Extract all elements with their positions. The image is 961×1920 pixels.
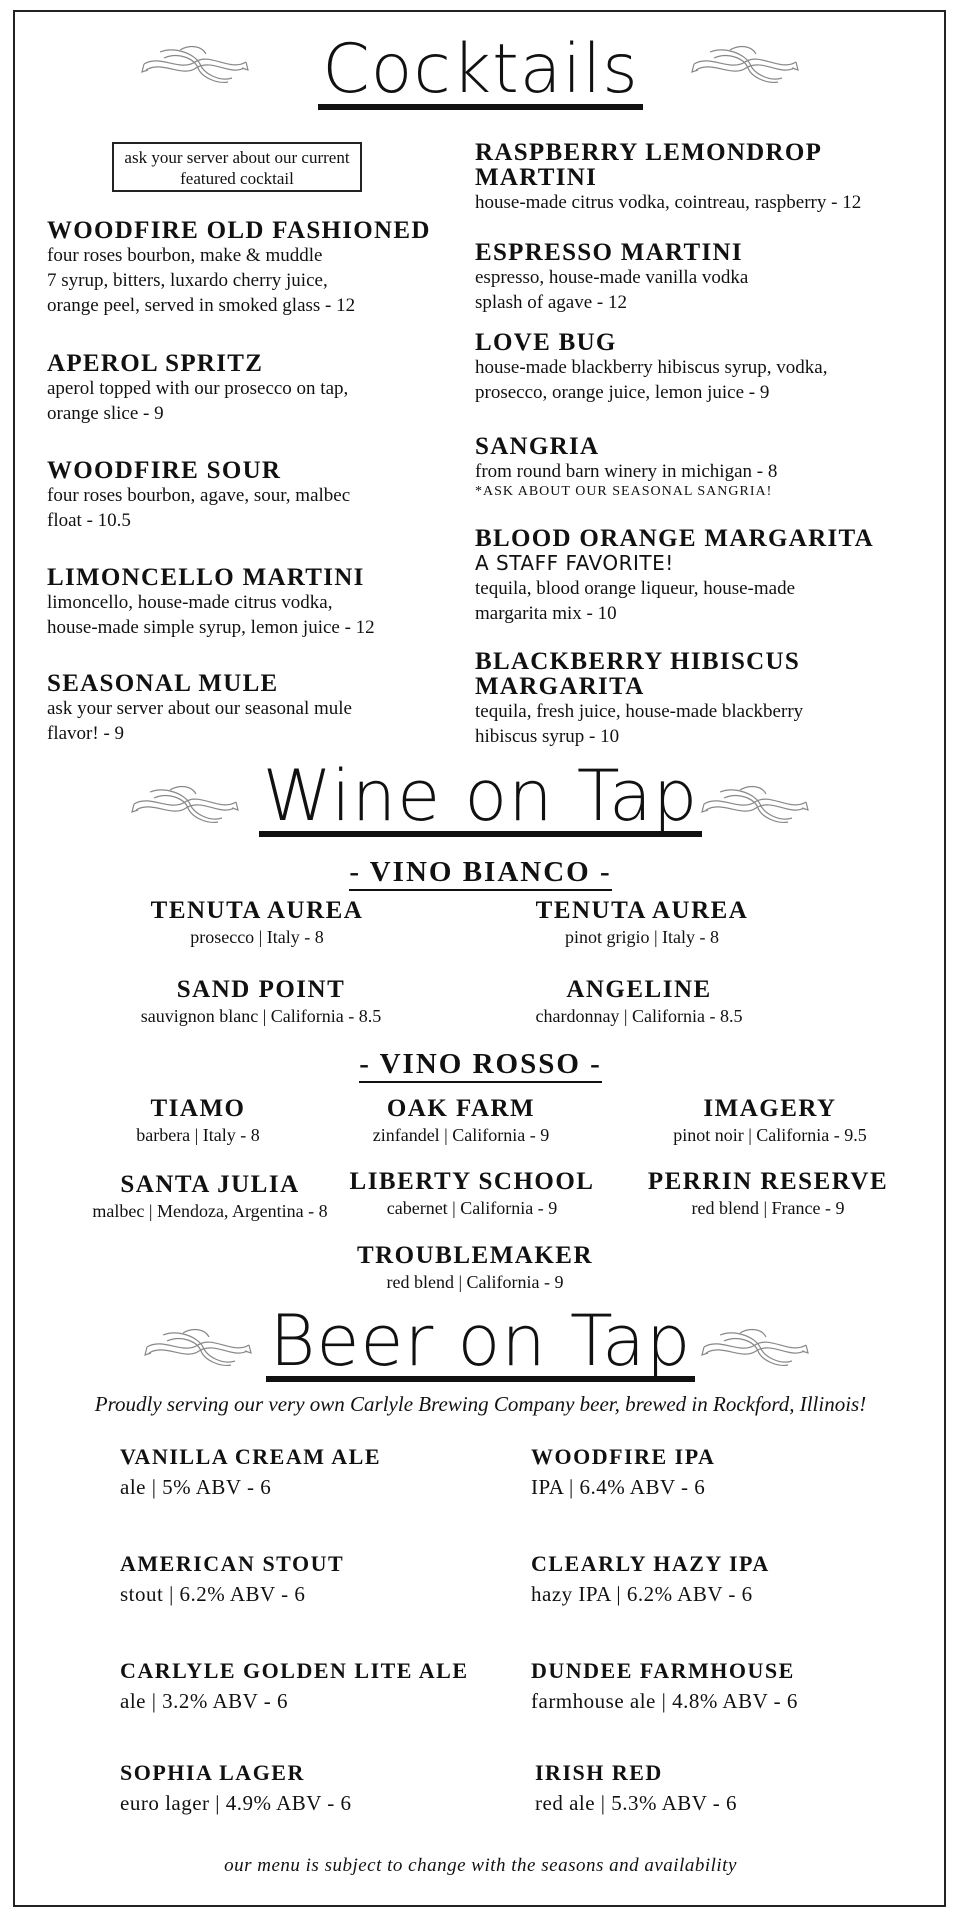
- wine-item: [315, 1242, 635, 1294]
- vino-rosso-header: - VINO ROSSO -: [0, 1048, 961, 1081]
- cocktail-desc: tequila, blood orange liqueur, house-made: [475, 578, 796, 599]
- wine-name: TROUBLEMAKER: [356, 1242, 594, 1269]
- cocktail-desc: aperol topped with our prosecco on tap,: [47, 378, 349, 399]
- wine-name: ANGELINE: [566, 976, 712, 1003]
- ribbon-scroll-ornament-icon: [143, 1325, 253, 1371]
- cocktail-item: [47, 458, 350, 533]
- beer-name: AMERICAN STOUT: [120, 1551, 345, 1576]
- cocktail-item: [475, 330, 827, 405]
- cocktail-desc: orange peel, served in smoked glass - 12: [47, 295, 356, 316]
- beer-tagline: Proudly serving our very own Carlyle Brewing Company beer, brewed in Rockford, Illinois!: [94, 1392, 867, 1416]
- cocktail-name: BLOOD ORANGE MARGARITA: [475, 525, 874, 552]
- cocktail-desc: ask your server about our seasonal mule: [47, 698, 352, 719]
- cocktail-name: SANGRIA: [475, 433, 600, 460]
- wine-desc: malbec | Mendoza, Argentina - 8: [92, 1201, 328, 1221]
- cocktail-name: WOODFIRE SOUR: [47, 457, 282, 484]
- wine-name: OAK FARM: [386, 1095, 536, 1122]
- beer-name: WOODFIRE IPA: [531, 1444, 716, 1469]
- beer-name: CARLYLE GOLDEN LITE ALE: [120, 1658, 469, 1683]
- wine-desc: red blend | California - 9: [386, 1272, 564, 1292]
- wine-name: SANTA JULIA: [120, 1171, 300, 1198]
- beer-name: DUNDEE FARMHOUSE: [531, 1658, 795, 1683]
- cocktail-item: [475, 649, 803, 749]
- menu-footer-note: our menu is subject to change with the seasons and availability: [224, 1855, 737, 1876]
- wine-desc: zinfandel | California - 9: [372, 1125, 550, 1145]
- cocktail-desc: margarita mix - 10: [475, 603, 617, 624]
- wine-name: TIAMO: [150, 1095, 246, 1122]
- wine-desc: cabernet | California - 9: [386, 1198, 558, 1218]
- beer-desc: ale | 5% ABV - 6: [120, 1475, 272, 1499]
- cocktail-desc: house-made simple syrup, lemon juice - 12: [47, 617, 375, 638]
- beer-name: IRISH RED: [535, 1760, 663, 1785]
- ribbon-scroll-ornament-icon: [140, 42, 250, 88]
- wine-name: SAND POINT: [176, 976, 346, 1003]
- cocktail-desc: house-made blackberry hibiscus syrup, vodka,: [475, 357, 828, 378]
- ribbon-scroll-ornament-icon: [130, 782, 240, 828]
- cocktail-name: LOVE BUG: [475, 329, 617, 356]
- cocktail-name: LIMONCELLO MARTINI: [47, 564, 365, 591]
- cocktail-name: MARTINI: [475, 164, 598, 191]
- cocktail-item: [47, 218, 431, 318]
- cocktail-desc: tequila, fresh juice, house-made blackberry: [475, 701, 804, 722]
- cocktail-name: BLACKBERRY HIBISCUS: [475, 648, 801, 675]
- beer-desc: farmhouse ale | 4.8% ABV - 6: [531, 1689, 798, 1713]
- cocktail-name: SEASONAL MULE: [47, 670, 279, 697]
- wine-desc: red blend | France - 9: [691, 1198, 845, 1218]
- cocktail-desc: splash of agave - 12: [475, 292, 627, 313]
- wine-item: [101, 976, 421, 1028]
- cocktail-name: WOODFIRE OLD FASHIONED: [47, 217, 431, 244]
- beer-item: [120, 1759, 352, 1819]
- wine-name: IMAGERY: [703, 1095, 837, 1122]
- ribbon-scroll-ornament-icon: [700, 1325, 810, 1371]
- beer-desc: hazy IPA | 6.2% ABV - 6: [531, 1582, 753, 1606]
- beer-name: CLEARLY HAZY IPA: [531, 1551, 770, 1576]
- cocktail-desc: limoncello, house-made citrus vodka,: [47, 592, 333, 613]
- beer-desc: stout | 6.2% ABV - 6: [120, 1582, 306, 1606]
- cocktail-desc: four roses bourbon, make & muddle: [47, 245, 323, 266]
- cocktail-name: APEROL SPRITZ: [47, 350, 264, 377]
- wine-title: Wine on Tap: [0, 755, 961, 837]
- beer-item: [531, 1550, 770, 1610]
- beer-title: Beer on Tap: [0, 1300, 961, 1382]
- beer-desc: ale | 3.2% ABV - 6: [120, 1689, 288, 1713]
- wine-name: LIBERTY SCHOOL: [349, 1168, 595, 1195]
- cocktail-desc: prosecco, orange juice, lemon juice - 9: [475, 382, 770, 403]
- cocktail-desc: 7 syrup, bitters, luxardo cherry juice,: [47, 270, 328, 291]
- cocktail-item: [475, 434, 777, 500]
- wine-desc: sauvignon blanc | California - 8.5: [140, 1006, 382, 1026]
- cocktail-item: [47, 351, 348, 426]
- cocktail-item: [475, 140, 861, 215]
- cocktail-item: [475, 240, 748, 315]
- wine-desc: pinot noir | California - 9.5: [673, 1125, 867, 1145]
- beer-item: [120, 1550, 344, 1610]
- cocktail-desc: float - 10.5: [47, 510, 131, 531]
- wine-item: [608, 1168, 928, 1220]
- beer-item: [535, 1759, 737, 1819]
- cocktail-desc: espresso, house-made vanilla vodka: [475, 267, 749, 288]
- ribbon-scroll-ornament-icon: [700, 782, 810, 828]
- wine-item: [610, 1095, 930, 1147]
- vino-bianco-header: - VINO BIANCO -: [0, 856, 961, 889]
- wine-desc: pinot grigio | Italy - 8: [564, 927, 720, 947]
- beer-name: SOPHIA LAGER: [120, 1760, 305, 1785]
- cocktail-name: ESPRESSO MARTINI: [475, 239, 743, 266]
- beer-desc: IPA | 6.4% ABV - 6: [531, 1475, 706, 1499]
- cocktail-item: [47, 671, 352, 746]
- wine-item: [479, 976, 799, 1028]
- beer-desc: euro lager | 4.9% ABV - 6: [120, 1791, 352, 1815]
- wine-item: [301, 1095, 621, 1147]
- wine-desc: barbera | Italy - 8: [136, 1125, 260, 1145]
- cocktail-item: [475, 526, 874, 626]
- wine-name: TENUTA AUREA: [535, 897, 749, 924]
- beer-item: [120, 1657, 469, 1717]
- cocktail-name: MARGARITA: [475, 673, 645, 700]
- ribbon-scroll-ornament-icon: [690, 42, 800, 88]
- wine-name: TENUTA AUREA: [150, 897, 364, 924]
- wine-item: [97, 897, 417, 949]
- sangria-note: *ASK ABOUT OUR SEASONAL SANGRIA!: [475, 484, 773, 499]
- beer-item: [120, 1443, 381, 1503]
- cocktail-desc: four roses bourbon, agave, sour, malbec: [47, 485, 351, 506]
- wine-name: PERRIN RESERVE: [647, 1168, 889, 1195]
- cocktail-desc: flavor! - 9: [47, 723, 125, 744]
- beer-item: [531, 1443, 715, 1503]
- wine-desc: chardonnay | California - 8.5: [535, 1006, 743, 1026]
- cocktail-name: RASPBERRY LEMONDROP: [475, 139, 823, 166]
- cocktail-desc: house-made citrus vodka, cointreau, raspberry - 12: [475, 192, 862, 213]
- cocktail-desc: orange slice - 9: [47, 403, 164, 424]
- featured-cocktail-note: ask your server about our current featured cocktail: [112, 142, 362, 192]
- beer-item: [531, 1657, 798, 1717]
- cocktail-item: [47, 565, 375, 640]
- beer-desc: red ale | 5.3% ABV - 6: [535, 1791, 738, 1815]
- beer-name: VANILLA CREAM ALE: [120, 1444, 382, 1469]
- cocktail-desc: hibiscus syrup - 10: [475, 726, 620, 747]
- wine-desc: prosecco | Italy - 8: [190, 927, 324, 947]
- cocktail-desc: from round barn winery in michigan - 8: [475, 461, 778, 482]
- wine-item: [482, 897, 802, 949]
- staff-favorite-tag: A STAFF FAVORITE!: [475, 551, 674, 575]
- wine-item: [312, 1168, 632, 1220]
- cocktails-title: Cocktails: [0, 30, 961, 110]
